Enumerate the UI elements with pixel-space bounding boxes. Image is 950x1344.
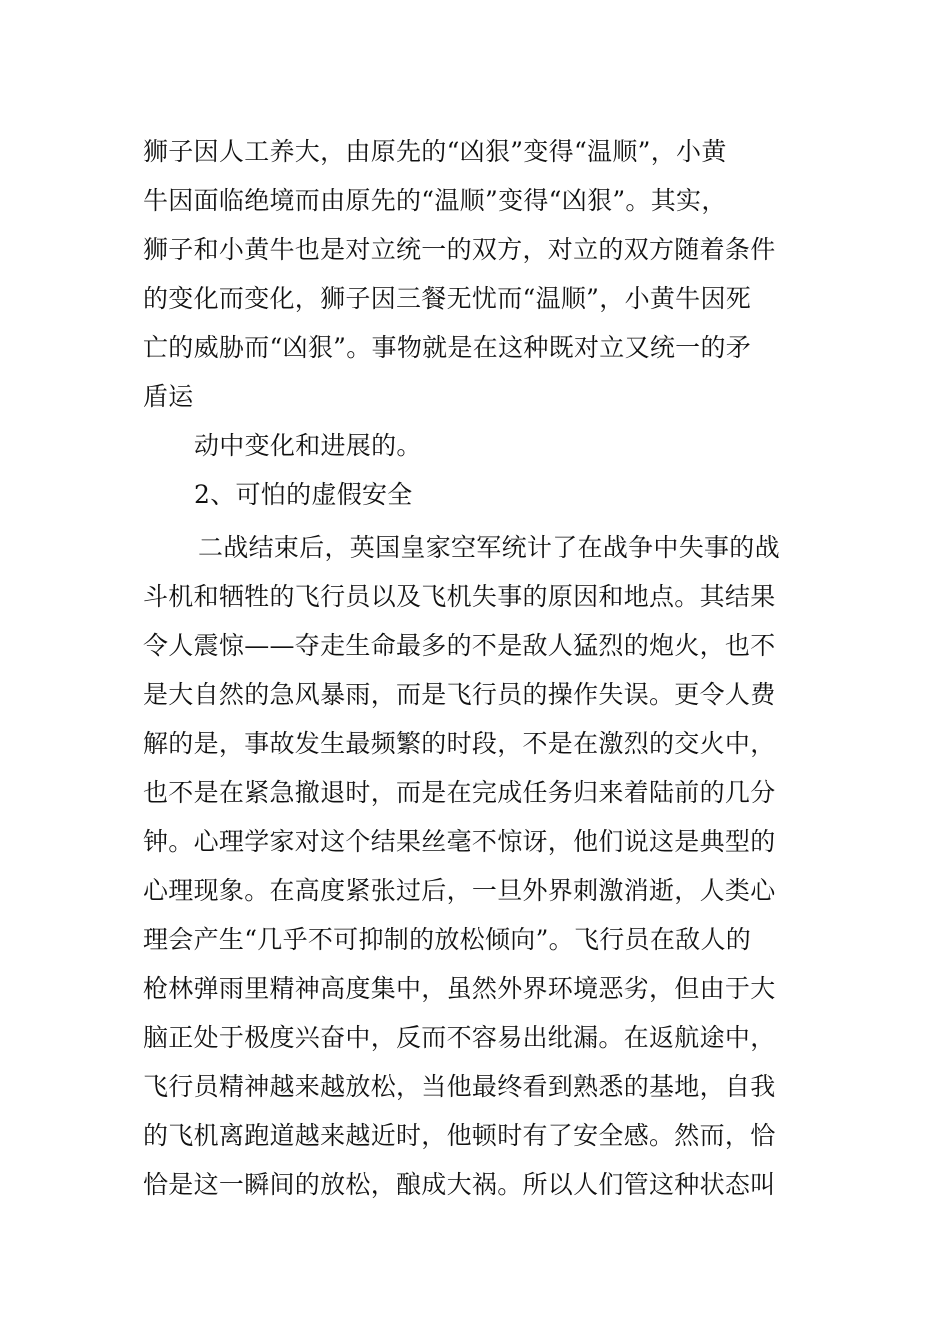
text-line-14: 也不是在紧急撤退时，而是在完成任务归来着陆前的几分 bbox=[143, 778, 776, 807]
text-line-17: 理会产生“几乎不可抑制的放松倾向”。飞行员在敌人的 bbox=[143, 925, 752, 954]
text-line-19: 脑正处于极度兴奋中，反而不容易出纰漏。在返航途中， bbox=[143, 1023, 776, 1052]
text-line-18: 枪林弹雨里精神高度集中，虽然外界环境恶劣，但由于大 bbox=[143, 974, 776, 1003]
text-line-13: 解的是，事故发生最频繁的时段，不是在激烈的交火中， bbox=[143, 729, 776, 758]
section-heading: 2、可怕的虚假安全 bbox=[194, 480, 413, 509]
text-line-11: 令人震惊——夺走生命最多的不是敌人猛烈的炮火，也不 bbox=[143, 631, 776, 660]
text-line-2: 牛因面临绝境而由原先的“温顺”变得“凶狠”。其实， bbox=[143, 186, 727, 215]
text-line-20: 飞行员精神越来越放松，当他最终看到熟悉的基地，自我 bbox=[143, 1072, 776, 1101]
text-line-10: 斗机和牺牲的飞行员以及飞机失事的原因和地点。其结果 bbox=[143, 582, 776, 611]
text-line-12: 是大自然的急风暴雨，而是飞行员的操作失误。更令人费 bbox=[143, 680, 776, 709]
text-line-22: 恰是这一瞬间的放松，酿成大祸。所以人们管这种状态叫 bbox=[143, 1170, 776, 1199]
text-line-21: 的飞机离跑道越来越近时，他顿时有了安全感。然而，恰 bbox=[143, 1121, 776, 1150]
text-line-15: 钟。心理学家对这个结果丝毫不惊讶，他们说这是典型的 bbox=[143, 827, 776, 856]
text-line-7: 动中变化和进展的。 bbox=[194, 431, 422, 460]
text-line-16: 心理现象。在高度紧张过后，一旦外界刺激消逝，人类心 bbox=[143, 876, 776, 905]
text-line-4: 的变化而变化，狮子因三餐无忧而“温顺”，小黄牛因死 bbox=[143, 284, 752, 313]
text-line-9: 二战结束后，英国皇家空军统计了在战争中失事的战 bbox=[198, 533, 780, 562]
text-line-3: 狮子和小黄牛也是对立统一的双方，对立的双方随着条件 bbox=[143, 235, 776, 264]
text-line-1: 狮子因人工养大，由原先的“凶狠”变得“温顺”，小黄 bbox=[143, 137, 727, 166]
text-line-5: 亡的威胁而“凶狠”。事物就是在这种既对立又统一的矛 bbox=[143, 333, 752, 362]
text-line-6: 盾运 bbox=[143, 382, 194, 411]
